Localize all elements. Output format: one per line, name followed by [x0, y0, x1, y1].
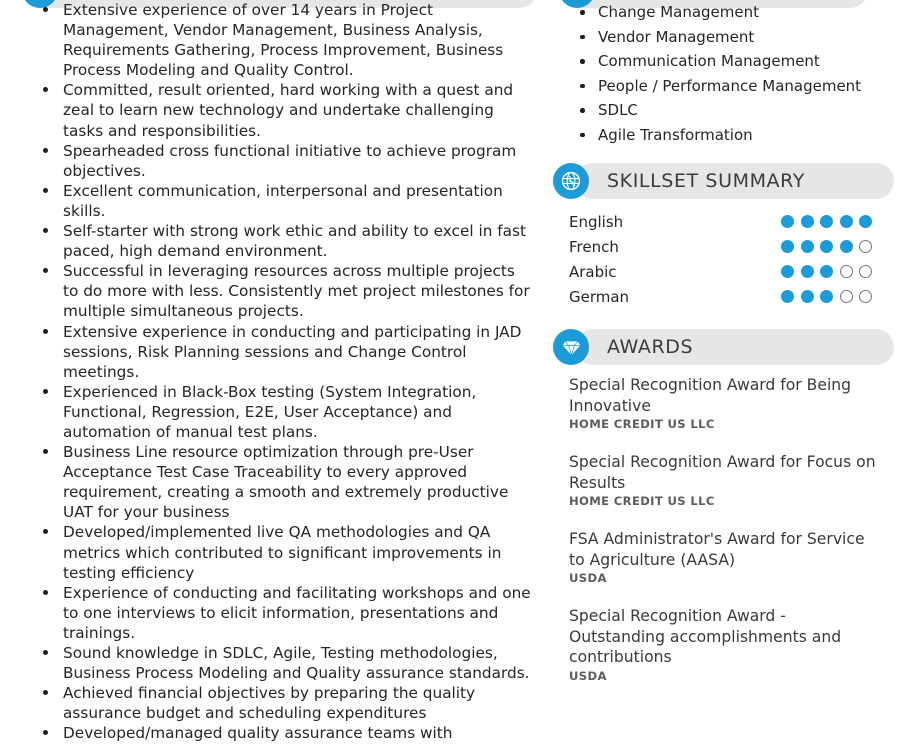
key-skills-list [569, 2, 902, 145]
skillset-label: English [569, 212, 624, 231]
award-organization: USDA [569, 668, 607, 683]
awards-header [553, 329, 902, 365]
skillset-label: German [569, 287, 630, 306]
rating-dot-filled [781, 265, 794, 278]
award-organization: HOME CREDIT US LLC [569, 494, 715, 508]
key-skill-item: People / Performance Management [569, 76, 902, 97]
summary-bullet: Self-starter with strong work ethic and ability to excel in fast paced, high demand environment. [34, 221, 535, 261]
summary-bullet: Sound knowledge in SDLC, Agile, Testing methodologies, Business Process Modeling and Quality assurance standards. [34, 643, 535, 683]
summary-bullet: Experienced in Black-Box testing (System Integration, Functional, Regression, E2E, User Acceptance) and automation of manual test plans. [34, 382, 535, 442]
right-column [545, 0, 902, 750]
summary-bullet: Successful in leveraging resources across multiple projects to do more with less. Consistently met project milestones for multiple simultaneous projects. [34, 261, 535, 321]
skillset-row [569, 284, 872, 309]
rating-dot-empty [859, 265, 872, 278]
rating-dot-filled [840, 215, 853, 228]
rating-dot-empty [859, 240, 872, 253]
award-item [569, 529, 876, 585]
summary-bullet: Extensive experience of over 14 years in Project Management, Vendor Management, Business Analysis, Requirements Gathering, Process Improvement, Business Process Modeling and Quality Control. [34, 0, 535, 80]
rating-dot-filled [781, 215, 794, 228]
rating-dot-empty [859, 290, 872, 303]
skillset-rating-list [553, 209, 902, 309]
summary-bullet: Developed/implemented live QA methodologies and QA metrics which contributed to significant improvements in testing efficiency [34, 522, 535, 582]
rating-dot-filled [801, 265, 814, 278]
rating-dot-filled [801, 290, 814, 303]
rating-dot-filled [820, 290, 833, 303]
rating-dot-filled [840, 240, 853, 253]
skillset-summary-header [553, 163, 902, 199]
rating-dot-filled [820, 215, 833, 228]
award-title: Special Recognition Award - Outstanding accomplishments and contributions [569, 607, 842, 666]
rating-dot-filled [781, 290, 794, 303]
skillset-label: French [569, 237, 619, 256]
key-skills-block [553, 2, 902, 145]
award-item [569, 606, 876, 683]
award-item [569, 452, 876, 508]
skillset-rating-dots [781, 265, 872, 278]
rating-dot-filled [820, 265, 833, 278]
skillset-rating-dots [781, 240, 872, 253]
key-skill-item: Agile Transformation [569, 125, 902, 146]
skillset-row [569, 259, 872, 284]
summary-bullet: Experience of conducting and facilitating workshops and one to one interviews to elicit information, presentations and trainings. [34, 583, 535, 643]
summary-bullet: Business Line resource optimization through pre-User Acceptance Test Case Traceability to every approved requirement, creating a smooth and extremely productive UAT for your business [34, 442, 535, 522]
skillset-row [569, 234, 872, 259]
award-title: FSA Administrator's Award for Service to Agriculture (AASA) [569, 530, 865, 569]
skillset-rating-dots [781, 290, 872, 303]
skillset-summary-title: SKILLSET SUMMARY [607, 170, 805, 192]
rating-dot-filled [801, 215, 814, 228]
awards-items [553, 375, 902, 683]
award-organization: USDA [569, 571, 607, 585]
summary-bullet: Committed, result oriented, hard working with a quest and zeal to learn new technology and undertake challenging tasks and responsibilities. [34, 80, 535, 140]
summary-bullet-list [34, 0, 545, 743]
award-item [569, 375, 876, 431]
skillset-rating-dots [781, 215, 872, 228]
key-skill-item: Communication Management [569, 51, 902, 72]
summary-bullet: Developed/managed quality assurance teams with [34, 723, 535, 743]
award-organization: HOME CREDIT US LLC [569, 417, 715, 431]
rating-dot-filled [801, 240, 814, 253]
key-skill-item: Vendor Management [569, 27, 902, 48]
skillset-label: Arabic [569, 262, 617, 281]
rating-dot-empty [840, 265, 853, 278]
rating-dot-filled [859, 215, 872, 228]
key-skill-item: Change Management [569, 2, 902, 23]
rating-dot-filled [781, 240, 794, 253]
summary-bullet: Excellent communication, interpersonal and presentation skills. [34, 181, 535, 221]
award-title: Special Recognition Award for Being Innovative [569, 376, 852, 415]
rating-dot-filled [820, 240, 833, 253]
key-skill-item: SDLC [569, 100, 902, 121]
summary-bullet: Extensive experience in conducting and participating in JAD sessions, Risk Planning sessions and Change Control meetings. [34, 322, 535, 382]
summary-bullet: Achieved financial objectives by preparing the quality assurance budget and scheduling expenditures [34, 683, 535, 723]
rating-dot-empty [840, 290, 853, 303]
awards-title: AWARDS [607, 336, 694, 358]
summary-bullet: Spearheaded cross functional initiative to achieve program objectives. [34, 141, 535, 181]
diamond-icon [553, 329, 589, 365]
skillset-row [569, 209, 872, 234]
globe-icon [553, 163, 589, 199]
award-title: Special Recognition Award for Focus on Results [569, 453, 876, 492]
